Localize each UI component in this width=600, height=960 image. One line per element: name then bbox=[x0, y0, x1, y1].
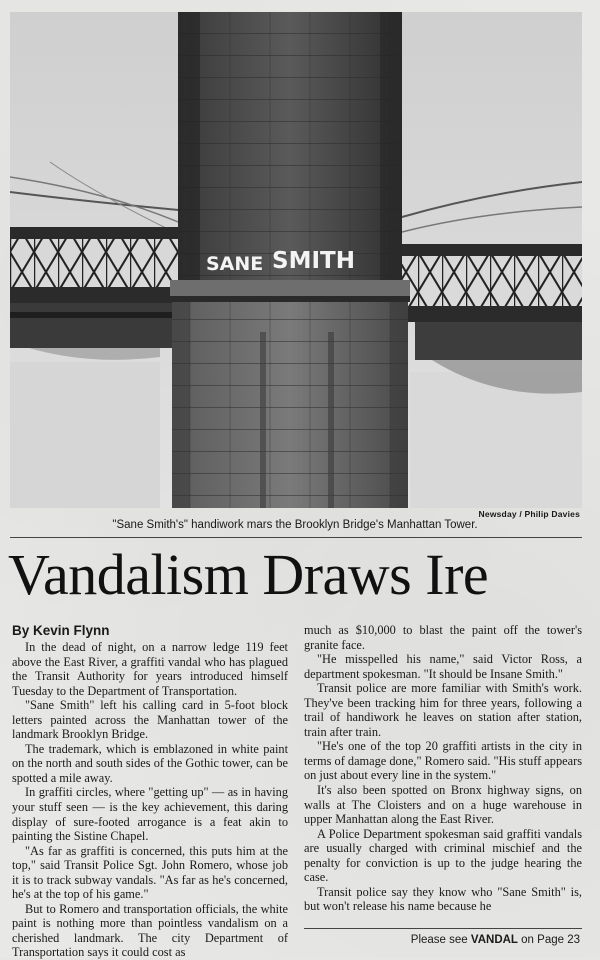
paragraph: "He's one of the top 20 graffiti artists in the city in terms of damage done," Romero said. "His stuff appears on just about every line in the system." bbox=[304, 739, 582, 783]
photo-caption: "Sane Smith's" handiwork mars the Brooklyn Bridge's Manhattan Tower. bbox=[112, 519, 478, 531]
paragraph: much as $10,000 to blast the paint off the tower's granite face. bbox=[304, 623, 582, 652]
graffiti-sane: SANE bbox=[206, 253, 264, 275]
bridge-tower-illustration bbox=[10, 12, 582, 508]
continuation-line bbox=[380, 934, 580, 946]
graffiti-smith: SMITH bbox=[272, 248, 355, 274]
byline: By Kevin Flynn bbox=[12, 623, 110, 638]
paragraph: "He misspelled his name," said Victor Ross, a department spokesman. "It should be Insane Smith." bbox=[304, 652, 582, 681]
paragraph: "As far as graffiti is concerned, this puts him at the top," said Transit Police Sgt. John Romero, whose job it is to track subway vandals. "As far as he's concerned, he's at the top of his game." bbox=[12, 843, 288, 902]
paragraph: Transit police are more familiar with Smith's work. They've been tracking him for three years, following a trail of handiwork he leaves on station after station, train after train. bbox=[304, 681, 582, 739]
jump-divider bbox=[304, 928, 582, 929]
paragraph: But to Romero and transportation officials, the white paint is nothing more than pointless vandalism on a cherished landmark. The city Department of Transportation says it could cost as bbox=[12, 901, 288, 960]
paragraph: In graffiti circles, where "getting up" — as in having your stuff seen — is the key achievement, this daring display of sure-footed arrogance is a feat akin to painting the Sistine Chapel. bbox=[12, 785, 288, 844]
article-column-2 bbox=[304, 623, 582, 914]
photo-credit: Newsday / Philip Davies bbox=[478, 509, 580, 519]
paragraph: "Sane Smith" left his calling card in 5-foot block letters painted across the Manhattan tower of the landmark Brooklyn Bridge. bbox=[12, 698, 288, 742]
jump-suffix: on Page 23 bbox=[521, 934, 580, 946]
paragraph: It's also been spotted on Bronx highway signs, on walls at The Cloisters and on a huge warehouse in upper Manhattan along the East River. bbox=[304, 783, 582, 827]
divider bbox=[10, 537, 582, 538]
jump-prefix: Please see bbox=[410, 934, 468, 946]
paragraph: In the dead of night, on a narrow ledge 119 feet above the East River, a graffiti vandal who has plagued the Transit Authority for years introduced himself Tuesday to the Department of Transportation. bbox=[12, 640, 288, 698]
article-column-1 bbox=[12, 623, 288, 960]
paragraph: A Police Department spokesman said graffiti vandals are usually charged with criminal mischief and the penalty for conviction is up to the judge hearing the case. bbox=[304, 826, 582, 885]
headline: Vandalism Draws Ire bbox=[8, 542, 489, 607]
paragraph: Transit police say they know who "Sane Smith" is, but won't release his name because he bbox=[304, 884, 582, 914]
bridge-tower-photo bbox=[10, 12, 582, 508]
jump-keyword: VANDAL bbox=[470, 934, 518, 946]
paragraph: The trademark, which is emblazoned in white paint on the north and south sides of the Gothic tower, can be spotted a mile away. bbox=[12, 741, 288, 785]
